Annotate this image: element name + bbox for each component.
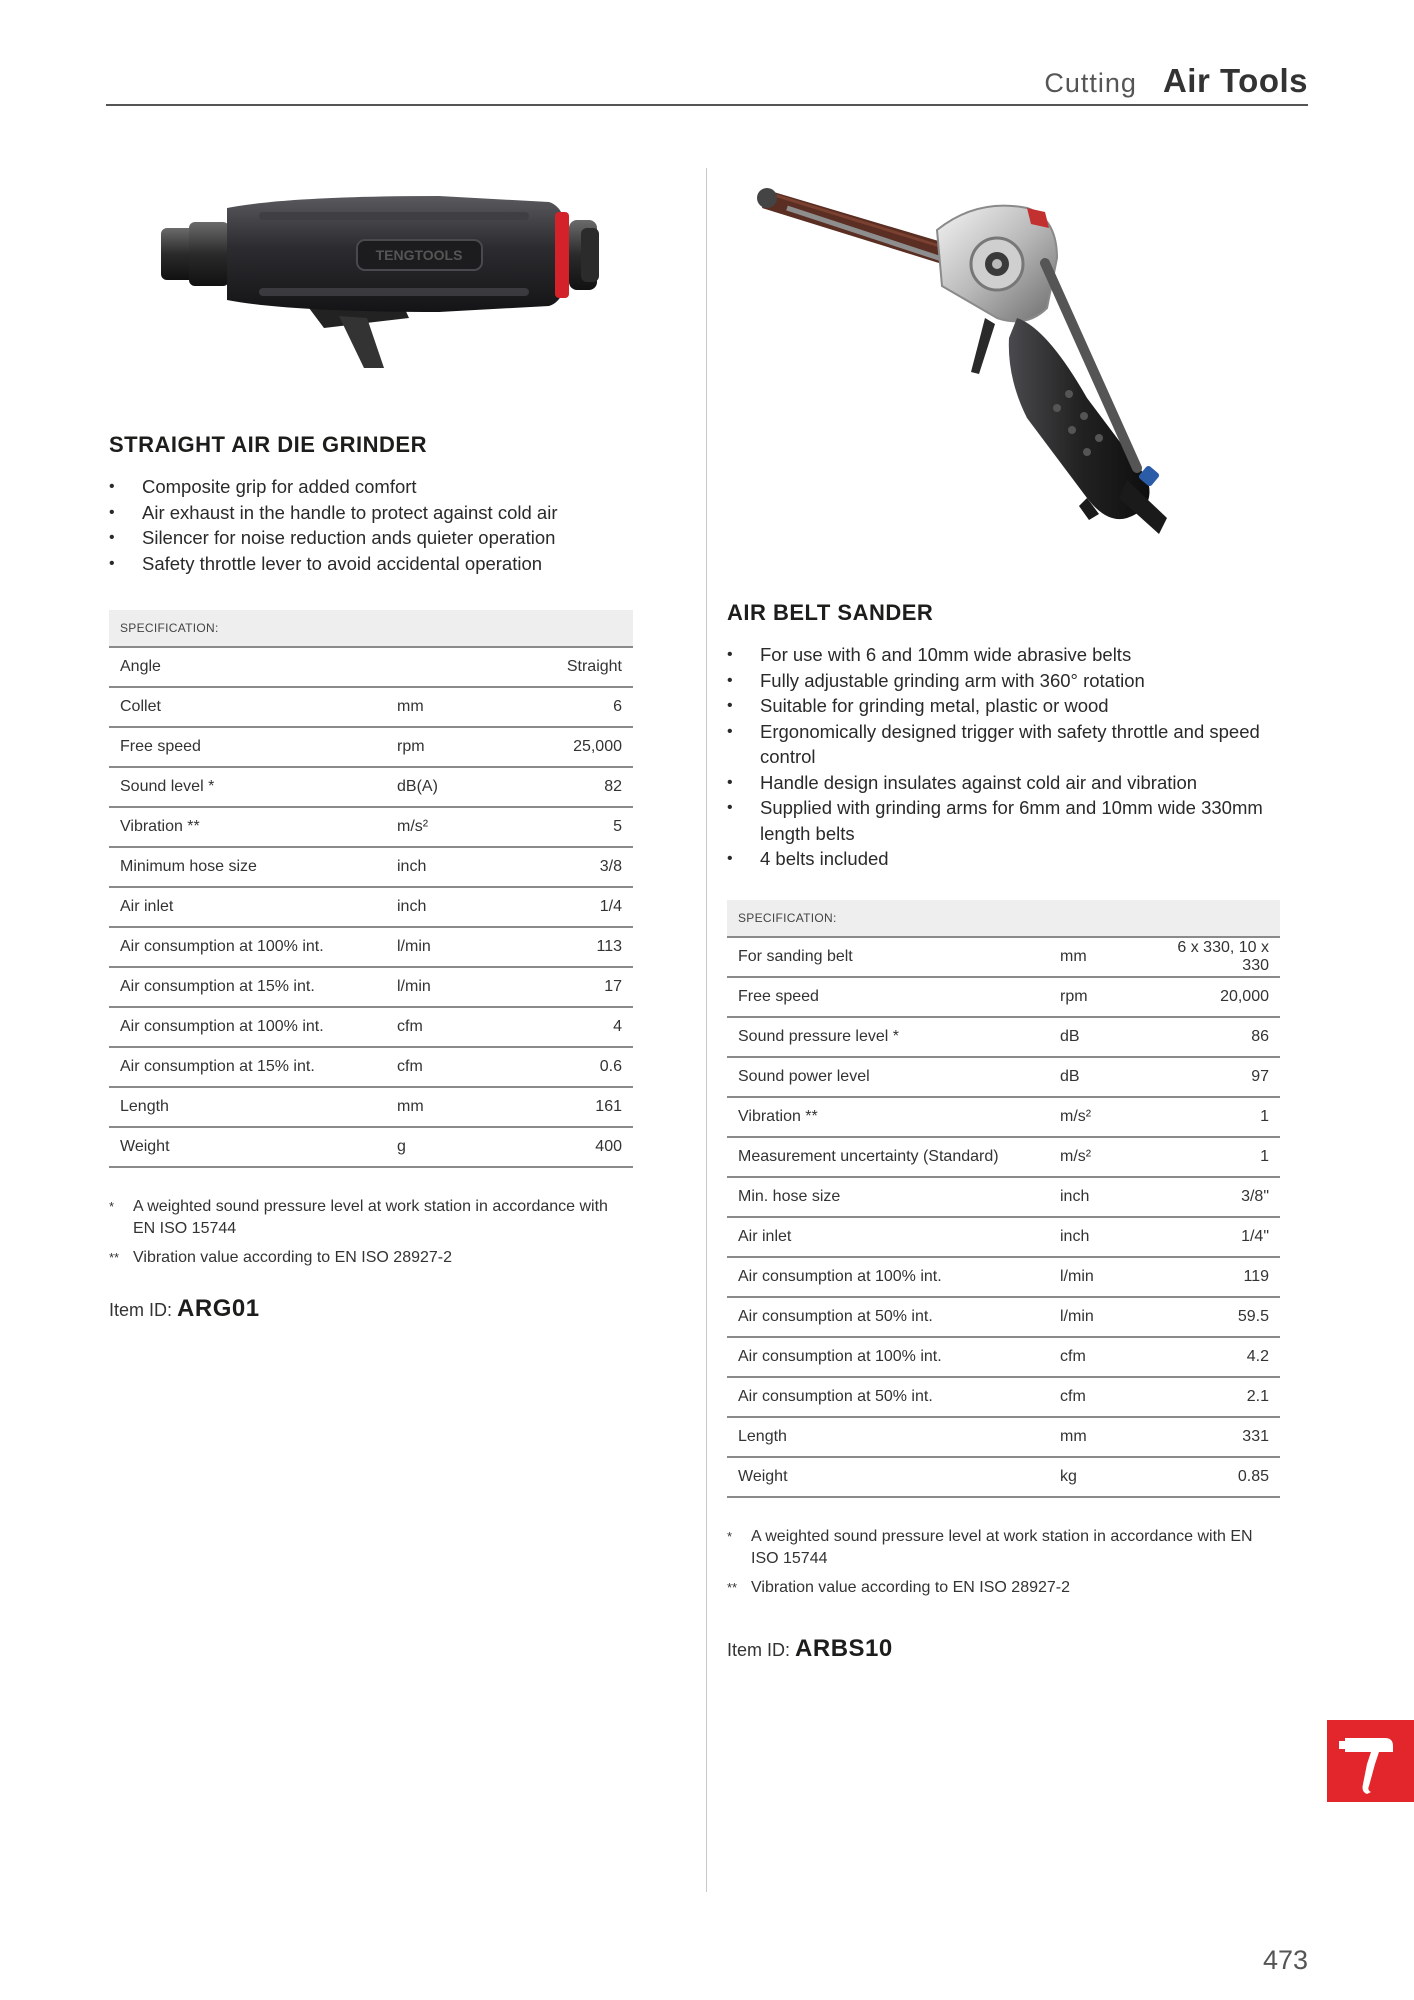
spec-row: [109, 767, 633, 807]
footnotes: [727, 1526, 1280, 1599]
product-title: AIR BELT SANDER: [727, 600, 934, 625]
spec-unit: inch: [386, 847, 516, 887]
spec-value: 119: [1149, 1257, 1280, 1297]
feature-item: • Composite grip for added comfort: [109, 474, 633, 500]
spec-row: [727, 1457, 1280, 1497]
spec-label: Free speed: [727, 977, 1049, 1017]
spec-unit: dB: [1049, 1017, 1149, 1057]
spec-row: [727, 1057, 1280, 1097]
section-tab[interactable]: [1327, 1720, 1414, 1802]
item-id-label: Item ID:: [109, 1300, 173, 1320]
footnote-mark: *: [727, 1528, 733, 1544]
spec-value: 1: [1149, 1137, 1280, 1177]
spec-value: 25,000: [516, 727, 633, 767]
footnote-mark: **: [109, 1250, 120, 1265]
spec-unit: rpm: [1049, 977, 1149, 1017]
spec-table: [109, 648, 633, 1168]
spec-row: [727, 1097, 1280, 1137]
feature-item: • 4 belts included: [727, 846, 1280, 872]
spec-label: Air consumption at 100% int.: [109, 927, 386, 967]
item-id-code: ARBS10: [795, 1634, 893, 1662]
spec-value: 331: [1149, 1417, 1280, 1457]
spec-row: [727, 1137, 1280, 1177]
feature-item: • Ergonomically designed trigger with safety throttle and speed control: [727, 719, 1280, 770]
spec-label: Sound power level: [727, 1057, 1049, 1097]
feature-item: • Safety throttle lever to avoid accidental operation: [109, 551, 633, 577]
spec-unit: cfm: [1049, 1377, 1149, 1417]
spec-unit: mm: [1049, 1417, 1149, 1457]
spec-unit: m/s²: [386, 807, 516, 847]
spec-unit: inch: [1049, 1177, 1149, 1217]
page-header: [1044, 62, 1308, 100]
spec-label: Air consumption at 100% int.: [727, 1337, 1049, 1377]
spec-label: Measurement uncertainty (Standard): [727, 1137, 1049, 1177]
spec-value: 1/4": [1149, 1217, 1280, 1257]
spec-row: [727, 1017, 1280, 1057]
die-grinder-image: [109, 168, 633, 398]
feature-list: [727, 642, 1280, 872]
spec-label: Weight: [109, 1127, 386, 1167]
spec-value: 4.2: [1149, 1337, 1280, 1377]
spec-value: 0.6: [516, 1047, 633, 1087]
spec-row: [109, 648, 633, 687]
spec-unit: m/s²: [1049, 1097, 1149, 1137]
spec-row: [109, 727, 633, 767]
spec-value: 0.85: [1149, 1457, 1280, 1497]
spec-value: 3/8: [516, 847, 633, 887]
spec-unit: l/min: [386, 927, 516, 967]
spec-label: Weight: [727, 1457, 1049, 1497]
spec-unit: mm: [1049, 938, 1149, 977]
spec-value: 97: [1149, 1057, 1280, 1097]
spec-value: 59.5: [1149, 1297, 1280, 1337]
spec-row: [727, 1377, 1280, 1417]
spec-unit: rpm: [386, 727, 516, 767]
footnotes: [109, 1196, 633, 1269]
spec-label: Length: [727, 1417, 1049, 1457]
spec-label: Collet: [109, 687, 386, 727]
spec-row: [109, 1047, 633, 1087]
header-title: Air Tools: [1162, 62, 1308, 99]
footnote-text: Vibration value according to EN ISO 28927-2: [133, 1249, 453, 1266]
spec-heading: SPECIFICATION:: [109, 610, 633, 648]
spec-label: Vibration **: [109, 807, 386, 847]
spec-label: Air consumption at 15% int.: [109, 967, 386, 1007]
spec-unit: inch: [1049, 1217, 1149, 1257]
spec-row: [109, 807, 633, 847]
spec-label: Air inlet: [727, 1217, 1049, 1257]
spec-value: 4: [516, 1007, 633, 1047]
spec-label: Air consumption at 50% int.: [727, 1297, 1049, 1337]
header-rule: [106, 104, 1308, 106]
feature-item: • Air exhaust in the handle to protect against cold air: [109, 500, 633, 526]
spec-value: 82: [516, 767, 633, 807]
spec-row: [727, 1417, 1280, 1457]
spec-label: Angle: [109, 648, 386, 687]
spec-value: 113: [516, 927, 633, 967]
spec-value: 1/4: [516, 887, 633, 927]
spec-label: Vibration **: [727, 1097, 1049, 1137]
header-category: Cutting: [1044, 68, 1137, 98]
spec-unit: cfm: [386, 1047, 516, 1087]
spec-row: [109, 1007, 633, 1047]
item-id: [727, 1635, 1280, 1663]
spec-table: [727, 938, 1280, 1498]
spec-value: 161: [516, 1087, 633, 1127]
spec-value: Straight: [516, 648, 633, 687]
feature-item: • Handle design insulates against cold air and vibration: [727, 770, 1280, 796]
svg-text:TENGTOOLS: TENGTOOLS: [375, 247, 463, 263]
footnote-mark: *: [109, 1199, 115, 1214]
footnote: [109, 1196, 633, 1240]
feature-item: • Silencer for noise reduction ands quieter operation: [109, 525, 633, 551]
feature-item: • Suitable for grinding metal, plastic or wood: [727, 693, 1280, 719]
spec-row: [727, 1177, 1280, 1217]
spec-row: [727, 938, 1280, 977]
item-id: [109, 1295, 633, 1323]
spec-value: 400: [516, 1127, 633, 1167]
spec-unit: dB: [1049, 1057, 1149, 1097]
spec-row: [727, 1217, 1280, 1257]
spec-label: Free speed: [109, 727, 386, 767]
spec-row: [109, 927, 633, 967]
spec-unit: g: [386, 1127, 516, 1167]
spec-value: 17: [516, 967, 633, 1007]
footnote: [727, 1526, 1280, 1570]
spec-label: Air inlet: [109, 887, 386, 927]
spec-label: Air consumption at 15% int.: [109, 1047, 386, 1087]
spec-unit: cfm: [1049, 1337, 1149, 1377]
spec-label: Air consumption at 100% int.: [109, 1007, 386, 1047]
spec-unit: l/min: [1049, 1297, 1149, 1337]
feature-item: • Fully adjustable grinding arm with 360° rotation: [727, 668, 1280, 694]
product-title: STRAIGHT AIR DIE GRINDER: [109, 432, 427, 457]
product-straight-air-die-grinder: [109, 168, 633, 1323]
spec-unit: [386, 648, 516, 687]
footnote-text: A weighted sound pressure level at work station in accordance with EN ISO 15744: [751, 1527, 1253, 1567]
page-number: 473: [1262, 1945, 1308, 1975]
spec-row: [727, 977, 1280, 1017]
spec-row: [109, 1127, 633, 1167]
product-air-belt-sander: [727, 168, 1280, 1663]
spec-value: 3/8": [1149, 1177, 1280, 1217]
feature-item: • Supplied with grinding arms for 6mm and 10mm wide 330mm length belts: [727, 795, 1280, 846]
spec-label: Sound pressure level *: [727, 1017, 1049, 1057]
spec-label: Air consumption at 50% int.: [727, 1377, 1049, 1417]
spec-value: 20,000: [1149, 977, 1280, 1017]
spec-unit: m/s²: [1049, 1137, 1149, 1177]
feature-list: [109, 474, 633, 576]
spec-row: [109, 887, 633, 927]
spec-row: [109, 1087, 633, 1127]
spec-unit: kg: [1049, 1457, 1149, 1497]
footnote-mark: **: [727, 1579, 738, 1595]
belt-sander-image: [727, 168, 1280, 578]
spec-row: [727, 1297, 1280, 1337]
spec-value: 6 x 330, 10 x 330: [1149, 938, 1280, 977]
spec-value: 86: [1149, 1017, 1280, 1057]
spec-table-container: [109, 610, 633, 1168]
footnote: [727, 1577, 1280, 1599]
footnote-text: Vibration value according to EN ISO 28927-2: [751, 1578, 1071, 1596]
spec-row: [109, 967, 633, 1007]
spec-unit: mm: [386, 687, 516, 727]
footnote-text: A weighted sound pressure level at work station in accordance with EN ISO 15744: [133, 1198, 608, 1237]
spec-value: 2.1: [1149, 1377, 1280, 1417]
spec-value: 6: [516, 687, 633, 727]
spec-label: For sanding belt: [727, 938, 1049, 977]
spec-value: 5: [516, 807, 633, 847]
spec-unit: inch: [386, 887, 516, 927]
feature-item: • For use with 6 and 10mm wide abrasive belts: [727, 642, 1280, 668]
spec-table-container: [727, 900, 1280, 1498]
spec-row: [109, 847, 633, 887]
spec-heading: SPECIFICATION:: [727, 900, 1280, 938]
item-id-code: ARG01: [177, 1295, 260, 1322]
spec-unit: l/min: [386, 967, 516, 1007]
spec-unit: cfm: [386, 1007, 516, 1047]
spec-label: Minimum hose size: [109, 847, 386, 887]
spec-unit: l/min: [1049, 1257, 1149, 1297]
spec-value: 1: [1149, 1097, 1280, 1137]
spec-label: Sound level *: [109, 767, 386, 807]
footnote: [109, 1247, 633, 1269]
item-id-label: Item ID:: [727, 1639, 791, 1660]
spec-label: Min. hose size: [727, 1177, 1049, 1217]
spec-label: Air consumption at 100% int.: [727, 1257, 1049, 1297]
spec-row: [727, 1257, 1280, 1297]
spec-unit: dB(A): [386, 767, 516, 807]
spec-label: Length: [109, 1087, 386, 1127]
spec-row: [109, 687, 633, 727]
column-divider: [706, 168, 707, 1892]
spec-unit: mm: [386, 1087, 516, 1127]
spec-row: [727, 1337, 1280, 1377]
air-tool-icon: [1327, 1720, 1414, 1802]
